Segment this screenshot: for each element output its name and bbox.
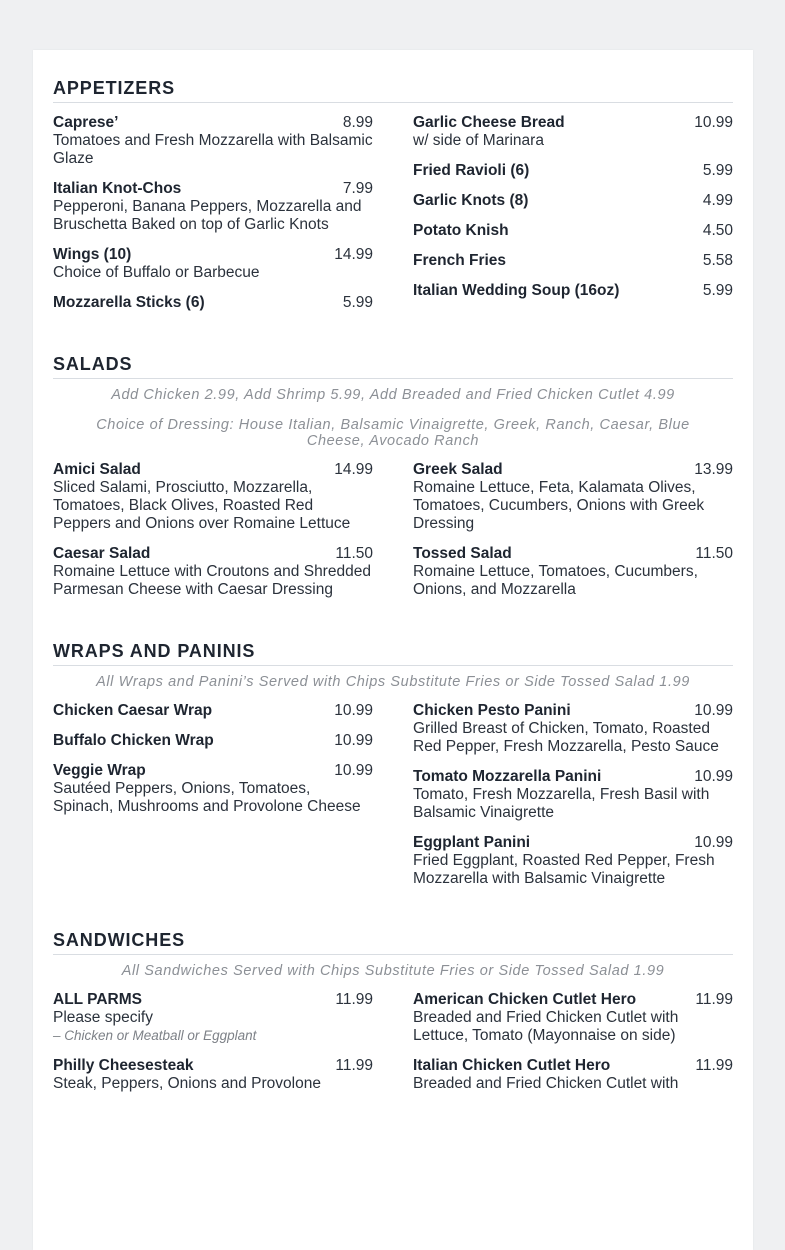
menu-item-name: Garlic Cheese Bread	[413, 114, 565, 131]
menu-item-name: French Fries	[413, 252, 507, 269]
menu-column-right	[413, 461, 733, 611]
menu-item-price: 7.99	[342, 180, 373, 197]
menu-item-name: Potato Knish	[413, 222, 509, 239]
menu-item	[413, 991, 733, 1045]
menu-item-price: 10.99	[334, 702, 373, 719]
menu-item-description: Choice of Buffalo or Barbecue	[53, 264, 260, 281]
menu-item	[53, 294, 373, 312]
menu-item-header	[413, 702, 733, 720]
menu-item-price: 10.99	[334, 762, 373, 779]
menu-item-price: 11.99	[335, 991, 373, 1008]
menu-item-name: Tomato Mozzarella Panini	[413, 768, 602, 785]
menu-item-header	[53, 180, 373, 198]
menu-item	[413, 222, 733, 240]
menu-item-price: 5.99	[702, 282, 733, 299]
menu-item-description: Breaded and Fried Chicken Cutlet with	[413, 1075, 679, 1092]
menu-item-price: 10.99	[334, 732, 373, 749]
menu-item-name: Buffalo Chicken Wrap	[53, 732, 214, 749]
menu-item-description: Sautéed Peppers, Onions, Tomatoes, Spinach, Mushrooms and Provolone Cheese	[53, 780, 361, 815]
menu-item-price: 13.99	[694, 461, 733, 478]
section-heading: SALADS	[53, 354, 733, 379]
menu-item-description: Pepperoni, Banana Peppers, Mozzarella and Bruschetta Baked on top of Garlic Knots	[53, 198, 362, 233]
menu-card	[33, 50, 753, 1250]
menu-item-header	[53, 762, 373, 780]
menu-item-name: American Chicken Cutlet Hero	[413, 991, 637, 1008]
menu-item-header	[413, 768, 733, 786]
section-note: All Wraps and Panini’s Served with Chips Substitute Fries or Side Tossed Salad 1.99	[96, 674, 690, 690]
menu-item-header	[413, 252, 733, 270]
menu-item	[413, 252, 733, 270]
menu-item-name: Tossed Salad	[413, 545, 512, 562]
menu-item-header	[53, 461, 373, 479]
menu-item	[53, 732, 373, 750]
menu-item-description: Tomatoes and Fresh Mozzarella with Balsamic Glaze	[53, 132, 373, 167]
menu-item-description: Romaine Lettuce with Croutons and Shredded Parmesan Cheese with Caesar Dressing	[53, 563, 371, 598]
menu-item-price: 10.99	[694, 702, 733, 719]
menu-item-description: w/ side of Marinara	[413, 132, 544, 149]
menu-item-description: Romaine Lettuce, Feta, Kalamata Olives, Tomatoes, Cucumbers, Onions with Greek Dressing	[413, 479, 705, 532]
section-heading: APPETIZERS	[53, 78, 733, 103]
menu-item-description: Please specify	[53, 1009, 153, 1026]
menu-item-price: 5.99	[702, 162, 733, 179]
menu-columns	[53, 114, 733, 324]
menu-item-header	[413, 461, 733, 479]
menu-item-name: Wings (10)	[53, 246, 132, 263]
section-heading: WRAPS AND PANINIS	[53, 641, 733, 666]
menu-section-sandwiches	[53, 930, 733, 1105]
menu-item-header	[53, 732, 373, 750]
menu-item	[53, 991, 373, 1045]
menu-content	[33, 50, 753, 1105]
menu-item-description: Breaded and Fried Chicken Cutlet with Lettuce, Tomato (Mayonnaise on side)	[413, 1009, 679, 1044]
menu-item-price: 11.50	[335, 545, 373, 562]
menu-item	[413, 834, 733, 888]
menu-item-name: Veggie Wrap	[53, 762, 146, 779]
menu-item-options: – Chicken or Meatball or Eggplant	[53, 1028, 257, 1043]
menu-item-name: Italian Chicken Cutlet Hero	[413, 1057, 611, 1074]
menu-columns	[53, 991, 733, 1105]
menu-item-header	[53, 1057, 373, 1075]
menu-item-header	[53, 545, 373, 563]
menu-item-header	[413, 991, 733, 1009]
menu-item-price: 5.58	[702, 252, 733, 269]
menu-column-left	[53, 991, 373, 1105]
menu-item-description: Sliced Salami, Prosciutto, Mozzarella, Tomatoes, Black Olives, Roasted Red Peppers and Onions over Romaine Lettuce	[53, 479, 351, 532]
menu-item-header	[413, 545, 733, 563]
menu-item-price: 4.50	[702, 222, 733, 239]
menu-item-header	[413, 222, 733, 240]
menu-columns	[53, 461, 733, 611]
menu-column-right	[413, 991, 733, 1105]
menu-item-price: 8.99	[342, 114, 373, 131]
menu-item	[53, 762, 373, 816]
menu-item-price: 11.99	[695, 1057, 733, 1074]
menu-item-price: 14.99	[334, 461, 373, 478]
menu-column-right	[413, 702, 733, 900]
menu-item-description: Romaine Lettuce, Tomatoes, Cucumbers, Onions, and Mozzarella	[413, 563, 698, 598]
menu-item-name: Philly Cheesesteak	[53, 1057, 194, 1074]
menu-item-name: Mozzarella Sticks (6)	[53, 294, 205, 311]
menu-item-name: Italian Knot-Chos	[53, 180, 182, 197]
menu-item-header	[53, 246, 373, 264]
menu-item	[413, 461, 733, 533]
menu-item-name: Chicken Pesto Panini	[413, 702, 571, 719]
menu-item	[413, 1057, 733, 1093]
menu-item-header	[413, 1057, 733, 1075]
menu-item	[53, 114, 373, 168]
menu-item-description: Fried Eggplant, Roasted Red Pepper, Fresh Mozzarella with Balsamic Vinaigrette	[413, 852, 715, 887]
menu-column-right	[413, 114, 733, 324]
menu-section-appetizers	[53, 78, 733, 324]
menu-item-price: 10.99	[694, 768, 733, 785]
menu-item-price: 11.50	[695, 545, 733, 562]
menu-item-name: Fried Ravioli (6)	[413, 162, 530, 179]
menu-item-name: Garlic Knots (8)	[413, 192, 529, 209]
menu-item	[413, 282, 733, 300]
menu-item-header	[413, 114, 733, 132]
menu-item-name: Amici Salad	[53, 461, 141, 478]
menu-item-header	[53, 702, 373, 720]
menu-section-salads	[53, 354, 733, 611]
menu-item-name: Caprese’	[53, 114, 119, 131]
menu-item-header	[53, 991, 373, 1009]
menu-item	[53, 545, 373, 599]
menu-item	[413, 545, 733, 599]
menu-item-name: Italian Wedding Soup (16oz)	[413, 282, 620, 299]
menu-item-header	[413, 162, 733, 180]
menu-item-description: Tomato, Fresh Mozzarella, Fresh Basil with Balsamic Vinaigrette	[413, 786, 710, 821]
section-note: All Sandwiches Served with Chips Substitute Fries or Side Tossed Salad 1.99	[121, 963, 665, 979]
menu-item-header	[53, 294, 373, 312]
menu-section-wraps-and-paninis	[53, 641, 733, 900]
menu-columns	[53, 702, 733, 900]
menu-item-name: Eggplant Panini	[413, 834, 531, 851]
menu-item-header	[53, 114, 373, 132]
menu-item	[413, 192, 733, 210]
menu-item-description: Grilled Breast of Chicken, Tomato, Roasted Red Pepper, Fresh Mozzarella, Pesto Sauce	[413, 720, 719, 755]
menu-item	[53, 461, 373, 533]
menu-column-left	[53, 114, 373, 324]
menu-item-price: 14.99	[334, 246, 373, 263]
menu-item-price: 4.99	[702, 192, 733, 209]
menu-item-price: 10.99	[694, 114, 733, 131]
menu-item-description: Steak, Peppers, Onions and Provolone	[53, 1075, 321, 1092]
section-note: Choice of Dressing: House Italian, Balsamic Vinaigrette, Greek, Ranch, Caesar, Blue Cheese, Avocado Ranch	[96, 417, 690, 449]
menu-item	[53, 1057, 373, 1093]
menu-item-name: ALL PARMS	[53, 991, 142, 1008]
menu-item	[413, 768, 733, 822]
menu-item-name: Caesar Salad	[53, 545, 151, 562]
menu-item-name: Greek Salad	[413, 461, 503, 478]
menu-column-left	[53, 461, 373, 611]
menu-item-header	[413, 834, 733, 852]
menu-item	[413, 114, 733, 150]
menu-item-price: 11.99	[695, 991, 733, 1008]
menu-item	[53, 246, 373, 282]
menu-item	[413, 162, 733, 180]
section-note: Add Chicken 2.99, Add Shrimp 5.99, Add Breaded and Fried Chicken Cutlet 4.99	[111, 387, 675, 403]
menu-item-price: 10.99	[694, 834, 733, 851]
menu-item	[413, 702, 733, 756]
menu-item-header	[413, 192, 733, 210]
menu-column-left	[53, 702, 373, 900]
menu-item	[53, 702, 373, 720]
menu-item-header	[413, 282, 733, 300]
menu-item	[53, 180, 373, 234]
section-heading: SANDWICHES	[53, 930, 733, 955]
menu-item-price: 5.99	[342, 294, 373, 311]
menu-item-price: 11.99	[335, 1057, 373, 1074]
menu-item-name: Chicken Caesar Wrap	[53, 702, 213, 719]
